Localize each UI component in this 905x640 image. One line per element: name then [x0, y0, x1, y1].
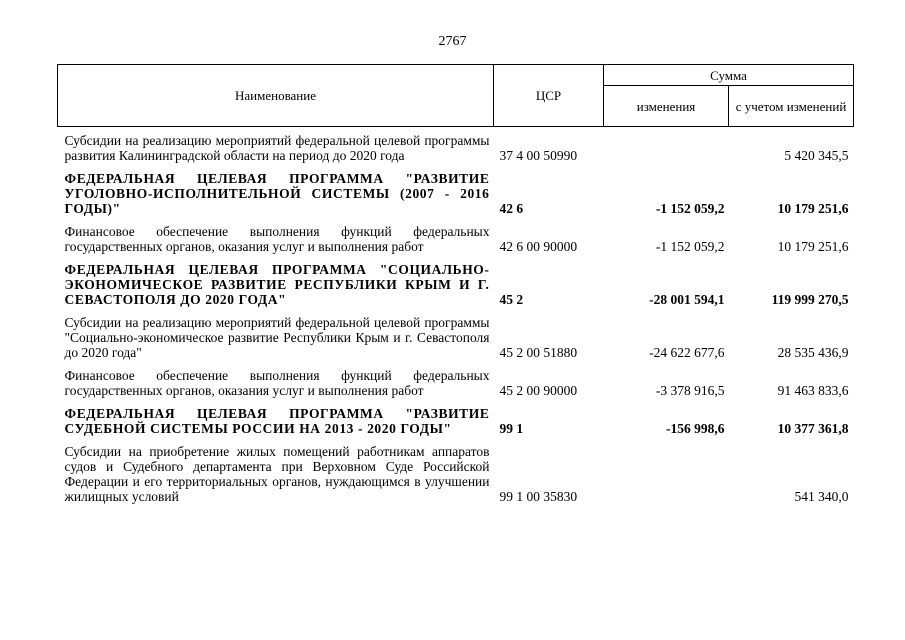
row-name: Финансовое обеспечение выполнения функций федеральных государственных органов, оказания услуг и выполнения работ [64, 368, 490, 398]
row-change: -28 001 594,1 [649, 292, 725, 307]
header-total: с учетом изменений [729, 86, 854, 127]
row-code: 45 2 00 51880 [499, 345, 578, 360]
header-sum: Сумма [604, 65, 854, 86]
row-change: -3 378 916,5 [655, 383, 725, 398]
row-code: 42 6 [499, 201, 524, 216]
table-body [58, 127, 854, 513]
header-code: ЦСР [494, 65, 604, 127]
header-name: Наименование [58, 65, 494, 127]
row-code: 45 2 [499, 292, 524, 307]
row-change: -1 152 059,2 [655, 201, 725, 216]
table-header [58, 65, 854, 127]
row-total: 28 535 436,9 [777, 345, 849, 360]
table-row [58, 406, 854, 444]
row-change: -1 152 059,2 [655, 239, 725, 254]
row-code: 37 4 00 50990 [499, 148, 578, 163]
row-code: 42 6 00 90000 [499, 239, 578, 254]
table-row [58, 133, 854, 171]
table-row [58, 262, 854, 315]
table-row [58, 368, 854, 406]
page-number: 2767 [438, 34, 467, 49]
row-name: Финансовое обеспечение выполнения функций федеральных государственных органов, оказания услуг и выполнения работ [64, 224, 490, 254]
row-change: -156 998,6 [666, 421, 725, 436]
row-change [604, 444, 729, 512]
table-row [58, 444, 854, 512]
row-name: Субсидии на реализацию мероприятий федеральной целевой программы развития Калининградской области на период до 2020 года [64, 133, 490, 163]
table-row [58, 224, 854, 262]
row-name: ФЕДЕРАЛЬНАЯ ЦЕЛЕВАЯ ПРОГРАММА "СОЦИАЛЬНО-ЭКОНОМИЧЕСКОЕ РАЗВИТИЕ РЕСПУБЛИКИ КРЫМ И Г. СЕВАСТОПОЛЯ ДО 2020 ГОДА" [64, 262, 490, 307]
row-name: ФЕДЕРАЛЬНАЯ ЦЕЛЕВАЯ ПРОГРАММА "РАЗВИТИЕ УГОЛОВНО-ИСПОЛНИТЕЛЬНОЙ СИСТЕМЫ (2007 - 2016 ГОДЫ)" [64, 171, 490, 216]
row-total: 10 179 251,6 [777, 201, 849, 216]
row-code: 99 1 00 35830 [499, 489, 578, 504]
table-row [58, 315, 854, 368]
row-change [604, 133, 729, 171]
row-change: -24 622 677,6 [649, 345, 725, 360]
header-change: изменения [604, 86, 729, 127]
row-name: ФЕДЕРАЛЬНАЯ ЦЕЛЕВАЯ ПРОГРАММА "РАЗВИТИЕ СУДЕБНОЙ СИСТЕМЫ РОССИИ НА 2013 - 2020 ГОДЫ" [64, 406, 490, 436]
budget-table [57, 64, 854, 512]
row-code: 99 1 [499, 421, 524, 436]
row-total: 5 420 345,5 [784, 148, 849, 163]
table-row [58, 171, 854, 224]
row-name: Субсидии на приобретение жилых помещений работникам аппаратов судов и Судебного департамента при Верховном Суде Российской Федерации и его территориальных органов, нуждающимся в улучшении жилищных условий [64, 444, 490, 504]
row-total: 10 179 251,6 [777, 239, 849, 254]
row-code: 45 2 00 90000 [499, 383, 578, 398]
row-total: 91 463 833,6 [777, 383, 849, 398]
row-total: 119 999 270,5 [771, 292, 849, 307]
row-total: 541 340,0 [794, 489, 849, 504]
row-name: Субсидии на реализацию мероприятий федеральной целевой программы "Социально-экономическое развитие Республики Крым и г. Севастополя до 2020 года" [64, 315, 490, 360]
row-total: 10 377 361,8 [777, 421, 849, 436]
